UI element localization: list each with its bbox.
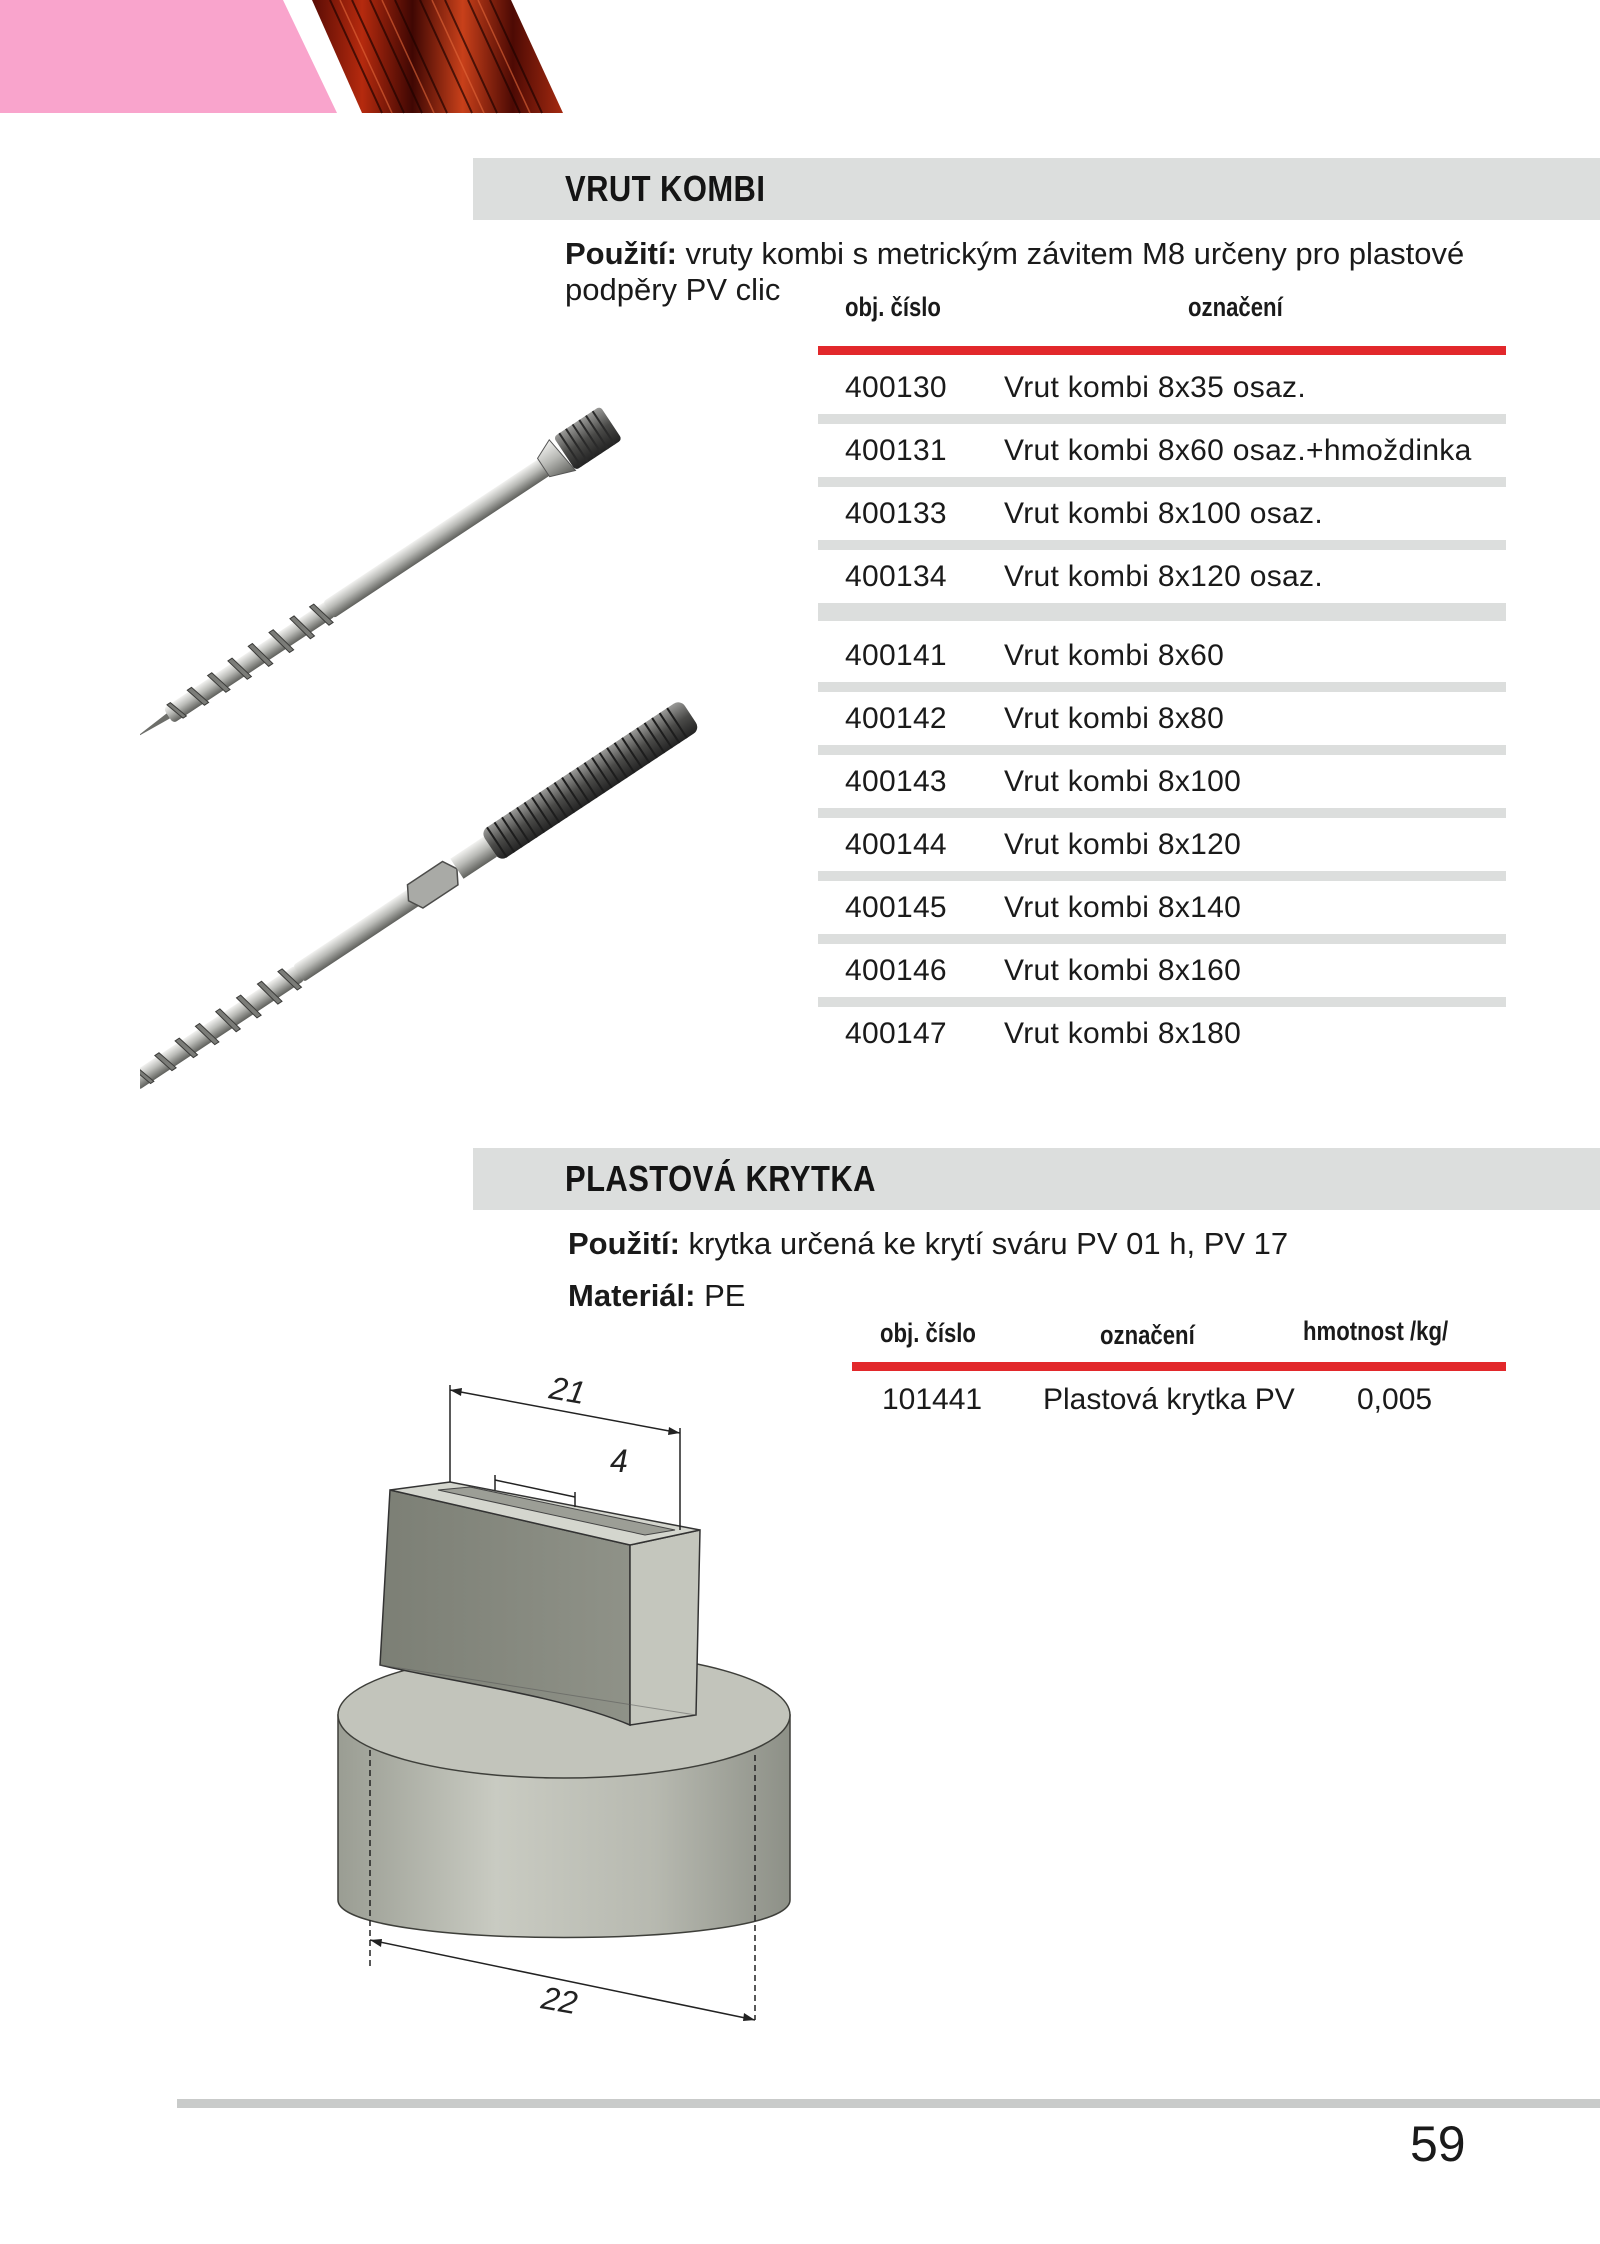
row-code: 400133 bbox=[845, 497, 947, 530]
table1-header-name: označení bbox=[1188, 292, 1283, 322]
row-code: 400131 bbox=[845, 434, 947, 467]
section-title-vrut-kombi: VRUT KOMBI bbox=[565, 168, 766, 209]
row-code: 400130 bbox=[845, 371, 947, 404]
table2-header-code: obj. číslo bbox=[880, 1318, 976, 1348]
screw-shouldered-image bbox=[140, 406, 622, 755]
table-row bbox=[818, 944, 1506, 997]
page-number: 59 bbox=[1410, 2116, 1466, 2172]
row-separator bbox=[818, 808, 1506, 818]
row-code: 400144 bbox=[845, 828, 947, 861]
row-name: Vrut kombi 8x35 osaz. bbox=[1004, 371, 1306, 404]
table-row bbox=[818, 692, 1506, 745]
table-row bbox=[818, 1007, 1506, 1060]
pink-banner bbox=[0, 0, 337, 113]
table-row bbox=[818, 755, 1506, 808]
row-name: Vrut kombi 8x60 bbox=[1004, 639, 1225, 672]
row-separator bbox=[818, 745, 1506, 755]
table-row bbox=[818, 550, 1506, 603]
table-row bbox=[818, 629, 1506, 682]
table-row bbox=[852, 1371, 1506, 1427]
usage-line bbox=[568, 1226, 1288, 1262]
row-code: 400134 bbox=[845, 560, 947, 593]
dim-top-width: 21 bbox=[546, 1369, 589, 1412]
row-separator bbox=[818, 414, 1506, 424]
table2-header-name: označení bbox=[1100, 1320, 1195, 1350]
row-name: Vrut kombi 8x140 bbox=[1004, 891, 1242, 924]
usage-text-1: vruty kombi s metrickým závitem M8 určeny pro plastové bbox=[685, 236, 1465, 271]
table-row bbox=[818, 361, 1506, 414]
usage-label: Použití: bbox=[568, 1226, 680, 1261]
usage-text: krytka určená ke krytí sváru PV 01 h, PV 17 bbox=[688, 1226, 1289, 1261]
footer-rule bbox=[177, 2099, 1600, 2108]
screw-illustrations bbox=[140, 380, 700, 1110]
table1-red-rule bbox=[818, 346, 1506, 355]
usage-line-1 bbox=[565, 236, 1464, 272]
row-separator bbox=[818, 997, 1506, 1007]
row-name: Vrut kombi 8x120 osaz. bbox=[1004, 560, 1323, 593]
material-line bbox=[568, 1278, 745, 1314]
row-name: Vrut kombi 8x100 bbox=[1004, 765, 1242, 798]
row-weight: 0,005 bbox=[1357, 1383, 1433, 1416]
dim-slot-width: 4 bbox=[610, 1443, 628, 1479]
copper-banner bbox=[312, 0, 563, 113]
group-separator bbox=[818, 603, 1506, 621]
vrut-kombi-table bbox=[818, 346, 1506, 1060]
row-code: 400141 bbox=[845, 639, 947, 672]
table2-header-weight: hmotnost /kg/ bbox=[1303, 1316, 1449, 1346]
row-separator bbox=[818, 477, 1506, 487]
table-row bbox=[818, 424, 1506, 477]
table1-header-code: obj. číslo bbox=[845, 292, 941, 322]
row-name: Plastová krytka PV bbox=[1043, 1383, 1295, 1416]
row-code: 400143 bbox=[845, 765, 947, 798]
material-label: Materiál: bbox=[568, 1278, 696, 1313]
row-name: Vrut kombi 8x80 bbox=[1004, 702, 1225, 735]
usage-label: Použití: bbox=[565, 236, 677, 271]
material-text: PE bbox=[704, 1278, 746, 1313]
row-code: 400147 bbox=[845, 1017, 947, 1050]
row-name: Vrut kombi 8x180 bbox=[1004, 1017, 1242, 1050]
section-title-plastova-krytka: PLASTOVÁ KRYTKA bbox=[565, 1158, 876, 1199]
table-row bbox=[818, 487, 1506, 540]
row-separator bbox=[818, 682, 1506, 692]
row-separator bbox=[818, 871, 1506, 881]
row-name: Vrut kombi 8x160 bbox=[1004, 954, 1242, 987]
row-code: 101441 bbox=[882, 1383, 983, 1416]
row-name: Vrut kombi 8x100 osaz. bbox=[1004, 497, 1323, 530]
table-row bbox=[818, 818, 1506, 871]
screw-metric-thread-image bbox=[140, 699, 700, 1110]
table2-red-rule bbox=[852, 1362, 1506, 1371]
row-code: 400145 bbox=[845, 891, 947, 924]
row-separator bbox=[818, 934, 1506, 944]
usage-line-2: podpěry PV clic bbox=[565, 272, 781, 307]
dim-base-diameter: 22 bbox=[538, 1979, 581, 2022]
header-decoration bbox=[0, 0, 600, 115]
row-name: Vrut kombi 8x60 osaz.+hmoždinka bbox=[1004, 434, 1472, 467]
row-code: 400142 bbox=[845, 702, 947, 735]
table-row bbox=[818, 881, 1506, 934]
row-code: 400146 bbox=[845, 954, 947, 987]
row-name: Vrut kombi 8x120 bbox=[1004, 828, 1242, 861]
row-separator bbox=[818, 540, 1506, 550]
plastic-cap-drawing bbox=[320, 1360, 820, 2040]
